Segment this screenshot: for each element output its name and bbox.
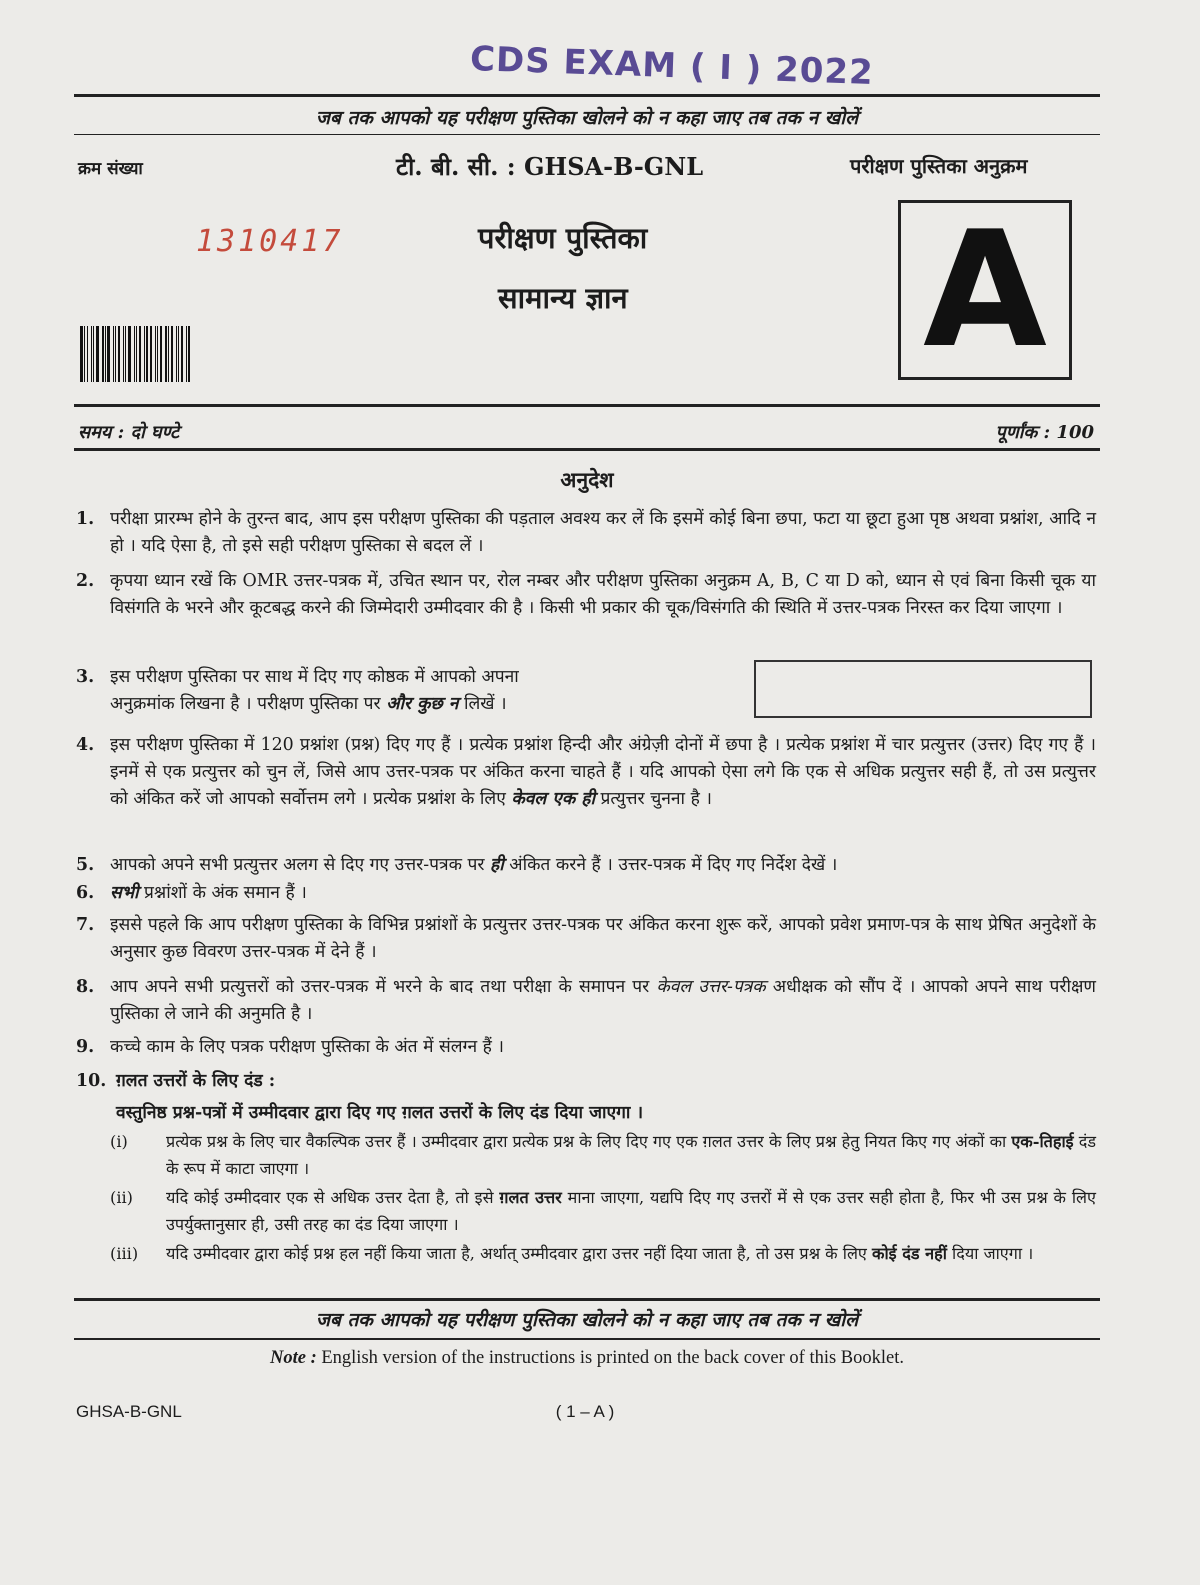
penalty-1-emphasis: एक-तिहाई: [1011, 1132, 1074, 1151]
page-number: ( 1 – A ): [555, 1402, 615, 1421]
barcode-bar: [136, 326, 137, 382]
penalty-text: [166, 1240, 1096, 1267]
penalty-number: (iii): [110, 1244, 139, 1263]
top-rule: [74, 94, 1100, 97]
instruction-text: परीक्षा प्रारम्भ होने के तुरन्त बाद, आप इस परीक्षण पुस्तिका की पड़ताल अवश्य कर लें कि इसमें कोई बिना छपा, फटा या छूटा हुआ पृष्ठ अथवा प्रश्नांश, आदि न हो । यदि ऐसा है, तो इसे सही परीक्षण पुस्तिका से बदल लें ।: [110, 509, 1096, 556]
top-warning: जब तक आपको यह परीक्षण पुस्तिका खोलने को न कहा जाए तब तक न खोलें: [315, 107, 859, 129]
barcode-bar: [176, 326, 177, 382]
instruction-10-subheading: [76, 1100, 1096, 1127]
penalty-subheading: वस्तुनिष्ठ प्रश्न-पत्रों में उम्मीदवार द्वारा दिए गए ग़लत उत्तरों के लिए दंड दिया जाएगा ।: [116, 1103, 644, 1123]
barcode-bar: [157, 326, 158, 382]
subject-title: सामान्य ज्ञान: [498, 281, 628, 315]
barcode-bar: [139, 326, 141, 382]
barcode-bar: [178, 326, 179, 382]
penalty-heading: ग़लत उत्तरों के लिए दंड :: [116, 1071, 276, 1091]
instruction-number: 4.: [76, 735, 95, 755]
instruction-3-emphasis: और कुछ न: [386, 694, 459, 714]
penalty-1-c: दंड के रूप में काटा जाएगा ।: [166, 1132, 1097, 1178]
instruction-5-a: आपको अपने सभी प्रत्युत्तर अलग से दिए गए उत्तर-पत्रक पर: [110, 855, 490, 875]
instruction-10: [76, 1068, 1096, 1095]
barcode-bar: [123, 326, 125, 382]
instruction-text: [110, 664, 736, 718]
instruction-8-a: आप अपने सभी प्रत्युत्तरों को उत्तर-पत्रक में भरने के बाद तथा परीक्षा के समापन पर: [110, 977, 657, 997]
barcode-bar: [186, 326, 187, 382]
barcode-bar: [96, 326, 99, 382]
time-rule: [74, 448, 1100, 451]
barcode-bar: [87, 326, 89, 382]
penalty-1: [110, 1128, 1096, 1182]
penalty-2-a: यदि कोई उम्मीदवार एक से अधिक उत्तर देता है, तो इसे: [166, 1188, 500, 1207]
penalty-3-a: यदि उम्मीदवार द्वारा कोई प्रश्न हल नहीं किया जाता है, अर्थात् उम्मीदवार द्वारा उत्तर नहीं दिया जाता है, तो उस प्रश्न के लिए: [166, 1244, 873, 1263]
instruction-number: 5.: [76, 855, 95, 875]
barcode-bar: [128, 326, 131, 382]
booklet-title: परीक्षण पुस्तिका: [478, 221, 648, 255]
time-allowed: समय : दो घण्टे: [78, 422, 180, 443]
top-warning-rule: [74, 134, 1100, 135]
instruction-8: [76, 974, 1096, 1028]
instruction-7: [76, 912, 1096, 966]
instruction-number: 6.: [76, 883, 95, 903]
penalty-text: [166, 1184, 1096, 1238]
max-marks: पूर्णांक : 100: [995, 422, 1094, 443]
series-label: परीक्षण पुस्तिका अनुक्रम: [850, 154, 1028, 178]
barcode-bar: [115, 326, 116, 382]
bottom-warning-rule: [74, 1338, 1100, 1340]
bottom-warning: जब तक आपको यह परीक्षण पुस्तिका खोलने को न कहा जाए तब तक न खोलें: [315, 1309, 859, 1331]
instruction-5: [76, 852, 1096, 879]
penalty-2-emphasis: ग़लत उत्तर: [499, 1188, 562, 1207]
barcode: [80, 326, 192, 382]
instruction-number: 7.: [76, 915, 95, 935]
barcode-bar: [150, 326, 152, 382]
barcode-bar: [125, 326, 126, 382]
penalty-number: (ii): [110, 1188, 133, 1207]
roll-number-box[interactable]: [754, 660, 1092, 718]
serial-number: 1310417: [196, 224, 344, 259]
instruction-6: [76, 880, 1096, 907]
instruction-number: 3.: [76, 667, 95, 687]
instruction-3: [76, 664, 736, 718]
instruction-text: कच्चे काम के लिए पत्रक परीक्षण पुस्तिका के अंत में संलग्न हैं ।: [110, 1037, 504, 1057]
barcode-bar: [80, 326, 83, 382]
instruction-number: 8.: [76, 977, 95, 997]
barcode-bar: [102, 326, 104, 382]
instruction-text: [110, 732, 1096, 813]
exam-stamp: CDS EXAM ( I ) 2022: [469, 38, 875, 94]
instruction-number: 9.: [76, 1037, 95, 1057]
instruction-text: [110, 852, 1096, 879]
footer-code: GHSA-B-GNL: [76, 1402, 182, 1421]
instruction-5-emphasis: ही: [490, 855, 504, 875]
instruction-5-c: अंकित करने हैं । उत्तर-पत्रक में दिए गए निर्देश देखें ।: [503, 855, 838, 875]
instruction-8-emphasis: केवल उत्तर-पत्रक: [656, 977, 766, 997]
instruction-number: 2.: [76, 571, 95, 591]
instruction-4-a: इस परीक्षण पुस्तिका में 120 प्रश्नांश (प्रश्न) दिए गए हैं । प्रत्येक प्रश्नांश हिन्दी और अंग्रेज़ी दोनों में छपा है । प्रत्येक प्रश्नांश में चार प्रत्युत्तर (उत्तर) दिए गए हैं । इनमें से एक प्रत्युत्तर को चुन लें, जिसे आप उत्तर-पत्रक पर अंकित करना चाहते हैं । यदि आपको ऐसा लगे कि एक से अधिक प्रत्युत्तर सही हैं, तो उस प्रत्युत्तर को अंकित करें जो आपको सर्वोत्तम लगे । प्रत्येक प्रश्नांश के लिए: [110, 735, 1096, 809]
instruction-1: [76, 506, 1096, 560]
instruction-6-b: प्रश्नांशों के अंक समान हैं ।: [138, 883, 307, 903]
instruction-3-line2a: अनुक्रमांक लिखना है । परीक्षण पुस्तिका पर: [110, 694, 387, 714]
note-label: Note :: [269, 1348, 317, 1368]
penalty-3: [110, 1240, 1096, 1267]
instruction-number: 10.: [76, 1071, 107, 1091]
instructions-heading: अनुदेश: [560, 467, 614, 492]
barcode-bar: [171, 326, 173, 382]
series-letter: A: [923, 196, 1047, 383]
barcode-bar: [181, 326, 184, 382]
barcode-bar: [107, 326, 110, 382]
instruction-4-emphasis: केवल एक ही: [511, 789, 595, 809]
english-note: [74, 1348, 1100, 1369]
instruction-text: इससे पहले कि आप परीक्षण पुस्तिका के विभिन्न प्रश्नांशों के प्रत्युत्तर उत्तर-पत्रक पर अंकित करना शुरू करें, आपको प्रवेश प्रमाण-पत्र के साथ प्रेषित अनुदेशों के अनुसार कुछ विवरण उत्तर-पत्रक में देने हैं ।: [110, 915, 1096, 962]
serial-label: क्रम संख्या: [78, 159, 143, 179]
header-rule: [74, 404, 1100, 407]
penalty-3-emphasis: कोई दंड नहीं: [872, 1244, 947, 1263]
instruction-4-c: प्रत्युत्तर चुनना है ।: [594, 789, 712, 809]
penalty-number: (i): [110, 1132, 128, 1151]
barcode-bar: [93, 326, 94, 382]
barcode-bar: [118, 326, 120, 382]
barcode-bar: [160, 326, 162, 382]
barcode-bar: [91, 326, 92, 382]
instruction-text: [110, 974, 1096, 1028]
instruction-6-emphasis: सभी: [110, 883, 139, 903]
barcode-bar: [165, 326, 168, 382]
instruction-9: [76, 1034, 1096, 1061]
note-text: English version of the instructions is printed on the back cover of this Booklet.: [316, 1348, 905, 1368]
penalty-text: [166, 1128, 1096, 1182]
tbc-code: टी. बी. सी. : GHSA-B-GNL: [396, 152, 704, 181]
barcode-bar: [105, 326, 106, 382]
penalty-1-a: प्रत्येक प्रश्न के लिए चार वैकल्पिक उत्तर हैं । उम्मीदवार द्वारा प्रत्येक प्रश्न के लिए दिए गए एक ग़लत उत्तर के लिए प्रश्न हेतु नियत किए गए अंकों का: [166, 1132, 1012, 1151]
barcode-bar: [155, 326, 156, 382]
penalty-3-c: दिया जाएगा ।: [946, 1244, 1034, 1263]
series-box: [898, 196, 1072, 383]
barcode-bar: [113, 326, 114, 382]
barcode-bar: [144, 326, 145, 382]
bottom-rule: [74, 1298, 1100, 1301]
instruction-text: [110, 880, 1096, 907]
instruction-3-line1: इस परीक्षण पुस्तिका पर साथ में दिए गए कोष्ठक में आपको अपना: [110, 667, 519, 687]
instruction-text: कृपया ध्यान रखें कि OMR उत्तर-पत्रक में, उचित स्थान पर, रोल नम्बर और परीक्षण पुस्तिका अनुक्रम A, B, C या D को, ध्यान से एवं बिना किसी चूक या विसंगति के भरने और कूटबद्ध करने की जिम्मेदारी उम्मीदवार की है । किसी भी प्रकार की चूक/विसंगति की स्थिति में उत्तर-पत्रक निरस्त कर दिया जाएगा ।: [110, 571, 1096, 618]
barcode-bar: [188, 326, 190, 382]
instruction-3-line2c: लिखें ।: [458, 694, 507, 714]
barcode-bar: [84, 326, 85, 382]
barcode-bar: [146, 326, 149, 382]
instruction-number: 1.: [76, 509, 95, 529]
barcode-bar: [168, 326, 169, 382]
penalty-2: [110, 1184, 1096, 1238]
instruction-2: [76, 568, 1096, 622]
barcode-bar: [134, 326, 135, 382]
instruction-4: [76, 732, 1096, 813]
penalty-2-c: माना जाएगा, यद्यपि दिए गए उत्तरों में से एक उत्तर सही होता है, फिर भी उस प्रश्न के लिए उपर्युक्तानुसार ही, उसी तरह का दंड दिया जाएगा ।: [166, 1188, 1096, 1234]
instruction-8-c: अधीक्षक को सौंप दें । आपको अपने साथ परीक्षण पुस्तिका ले जाने की अनुमति है ।: [110, 977, 1096, 1024]
